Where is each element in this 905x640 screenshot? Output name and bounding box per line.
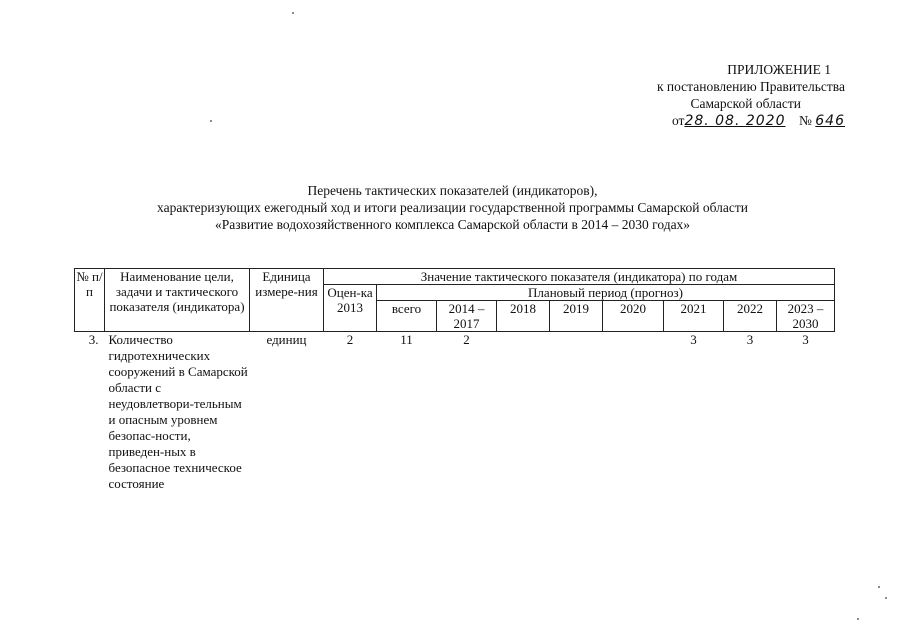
title-line-2: характеризующих ежегодный ход и итоги реализации государственной программы Самарской области bbox=[157, 200, 748, 215]
appendix-block bbox=[595, 61, 845, 130]
title-line-3: «Развитие водохозяйственного комплекса Самарской области в 2014 – 2030 годах» bbox=[214, 217, 691, 232]
indicators-table bbox=[74, 268, 835, 492]
header-num: № п/п bbox=[75, 269, 105, 332]
row-total: 11 bbox=[400, 332, 413, 347]
row-estimate: 2 bbox=[346, 332, 354, 347]
header-total: всего bbox=[377, 301, 437, 332]
row-unit: единиц bbox=[266, 332, 307, 347]
header-2018: 2018 bbox=[497, 301, 550, 332]
row-2022: 3 bbox=[746, 332, 754, 347]
row-2014-2017: 2 bbox=[463, 332, 470, 347]
header-values-group: Значение тактического показателя (индикатора) по годам bbox=[324, 269, 835, 285]
appendix-decree-ref: к постановлению Правительства bbox=[656, 79, 845, 94]
number-prefix: № bbox=[799, 113, 812, 128]
header-planned-group: Плановый период (прогноз) bbox=[377, 285, 835, 301]
header-2023-2030: 2023 – 2030 bbox=[777, 301, 835, 332]
header-name: Наименование цели, задачи и тактического показателя (индикатора) bbox=[105, 269, 250, 332]
row-2020 bbox=[603, 332, 664, 493]
header-2019: 2019 bbox=[550, 301, 603, 332]
appendix-heading: ПРИЛОЖЕНИЕ 1 bbox=[727, 62, 831, 77]
row-2023-2030: 3 bbox=[802, 332, 809, 347]
row-num: 3. bbox=[88, 332, 99, 347]
scan-speck bbox=[210, 120, 212, 122]
appendix-region: Самарской области bbox=[690, 96, 801, 111]
row-2018 bbox=[497, 332, 550, 493]
handwritten-number: 646 bbox=[815, 113, 845, 129]
header-2022: 2022 bbox=[724, 301, 777, 332]
header-estimate: Оцен-ка 2013 bbox=[324, 285, 377, 332]
row-2019 bbox=[550, 332, 603, 493]
row-2021: 3 bbox=[690, 332, 697, 347]
title-line-1: Перечень тактических показателей (индикаторов), bbox=[307, 183, 598, 198]
handwritten-date: 28. 08. 2020 bbox=[684, 113, 786, 129]
table-row bbox=[75, 332, 835, 493]
scan-speck bbox=[857, 618, 859, 620]
appendix-date-line bbox=[595, 112, 845, 130]
header-2020: 2020 bbox=[603, 301, 664, 332]
header-2021: 2021 bbox=[664, 301, 724, 332]
header-unit: Единица измере-ния bbox=[250, 269, 324, 332]
scan-speck bbox=[292, 12, 294, 14]
scan-speck bbox=[878, 586, 880, 588]
header-2014-2017: 2014 – 2017 bbox=[437, 301, 497, 332]
document-title bbox=[0, 182, 905, 233]
scan-speck bbox=[885, 597, 887, 599]
row-name: Количество гидротехнических сооружений в Самарской области с неудовлетвори-тельным и опасным уровнем безопас-ности, приведен-ных в безопасное техническое состояние bbox=[108, 332, 248, 491]
date-prefix: от bbox=[671, 113, 685, 128]
